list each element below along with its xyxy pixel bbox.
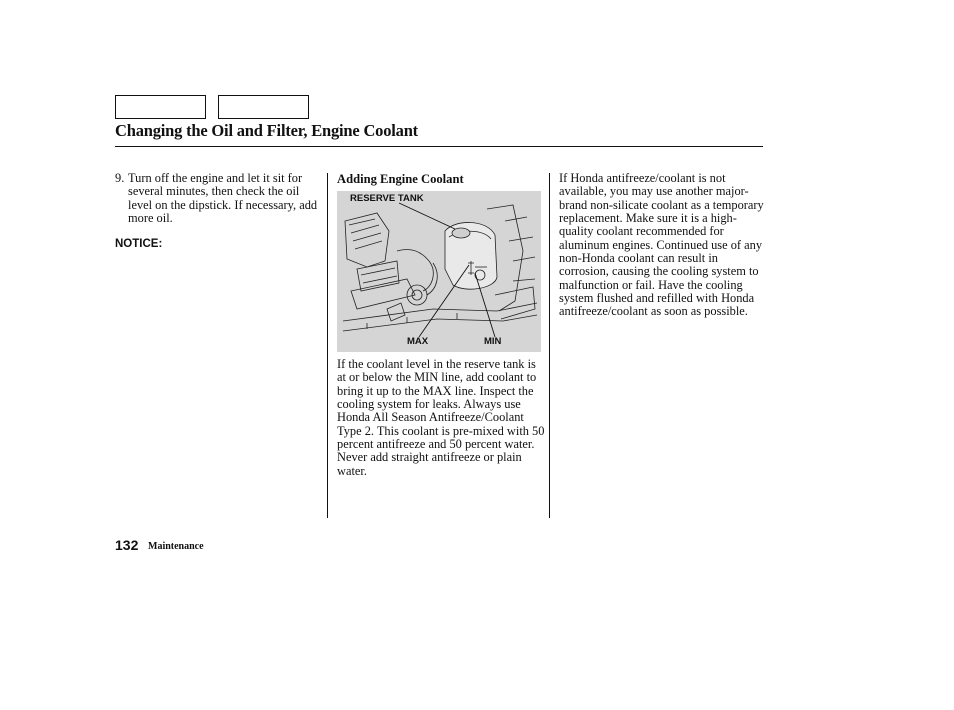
coolant-alternative-note: If Honda antifreeze/coolant is not available, you may use another major-brand non-silicate coolant as a temporary replacement. Make sure it is a high-quality coolant recommended for aluminum engines. Continued use of any non-Honda coolant can result in corrosion, causing the cooling system to malfunction or fail. Have the cooling system flushed and refilled with Honda antifreeze/coolant as soon as possible. bbox=[559, 171, 764, 319]
coolant-instructions: If the coolant level in the reserve tank is at or below the MIN line, add coolant to bring it up to the MAX line. Inspect the cooling system for leaks. Always use Honda All Season Antifreeze/Coolant Type 2. This coolant is pre-mixed with 50 percent antifreeze and 50 percent water. Never add straight antifreeze or plain water. bbox=[337, 357, 545, 478]
section-subheading: Adding Engine Coolant bbox=[337, 172, 464, 186]
coolant-reserve-tank-illustration bbox=[337, 191, 541, 352]
page-title: Changing the Oil and Filter, Engine Coolant bbox=[115, 121, 418, 140]
notice-label: NOTICE: bbox=[115, 238, 163, 250]
column-divider-1 bbox=[327, 173, 328, 518]
header-tab-box-2 bbox=[218, 95, 309, 119]
reserve-tank-label: RESERVE TANK bbox=[350, 193, 424, 204]
section-name: Maintenance bbox=[148, 541, 204, 552]
page-number: 132 bbox=[115, 537, 139, 553]
max-label: MAX bbox=[407, 336, 429, 347]
header-tab-box-1 bbox=[115, 95, 206, 119]
min-label: MIN bbox=[484, 336, 502, 347]
step-number: 9. bbox=[115, 171, 125, 185]
step-text: Turn off the engine and let it sit for several minutes, then check the oil level on the dipstick. If necessary, add more oil. bbox=[128, 171, 318, 226]
engine-bay-drawing bbox=[337, 191, 541, 352]
title-rule bbox=[115, 146, 763, 147]
column-divider-2 bbox=[549, 173, 550, 518]
